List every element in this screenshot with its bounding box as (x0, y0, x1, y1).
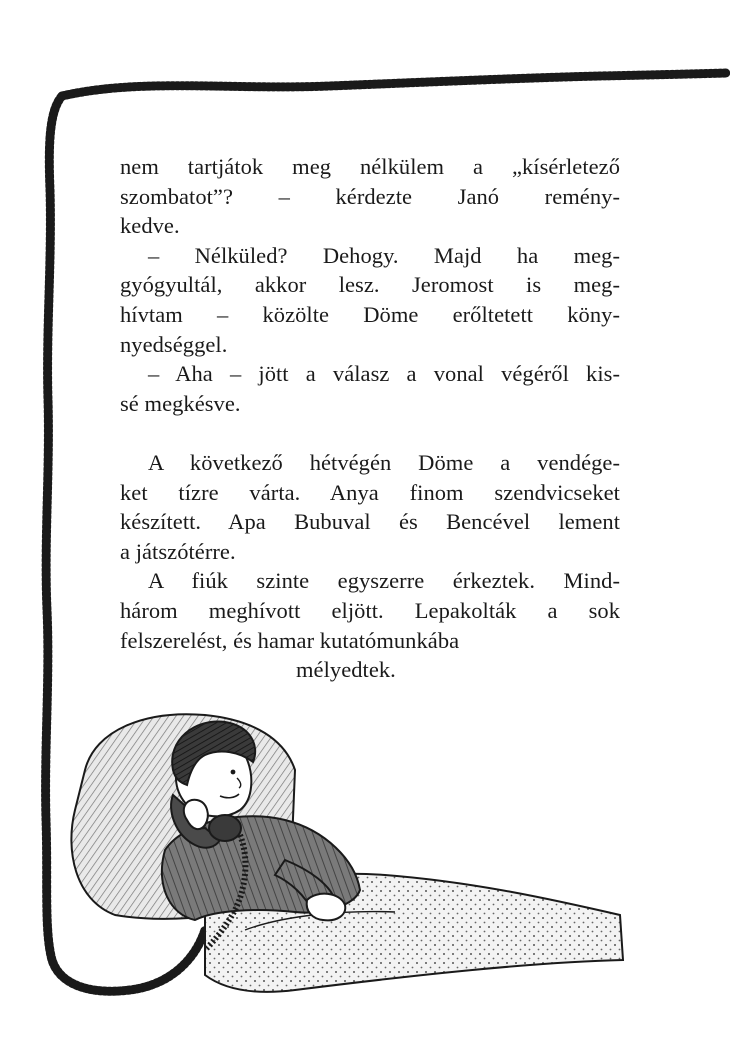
text-line: gyógyultál, akkor lesz. Jeromost is meg- (120, 272, 620, 298)
text-line: nem tartjátok meg nélkülem a „kísérletező (120, 154, 620, 179)
text-line: – Nélküled? Dehogy. Majd ha meg- (148, 242, 620, 268)
text-line: készített. Apa Bubuval és Bencével lement (120, 509, 620, 535)
boy-in-bed-on-phone-illustration (55, 700, 625, 1000)
text-line: sé megkésve. (120, 390, 241, 416)
text-line: kedve. (120, 213, 180, 239)
text-line: mélyedtek. (296, 657, 396, 683)
text-line: felszerelést, és hamar kutatómunkába (120, 627, 460, 653)
text-line: – Aha – jött a válasz a vonal végéről kis- (148, 361, 620, 387)
paragraph-gap (120, 418, 620, 448)
text-line: hívtam – közölte Döme erőltetett köny- (120, 301, 620, 327)
text-line: a játszótérre. (120, 538, 236, 564)
text-line: szombatot”? – kérdezte Janó remény- (120, 183, 620, 209)
text-line: nyedséggel. (120, 331, 228, 357)
text-line: három meghívott eljött. Lepakolták a sok (120, 597, 620, 623)
text-line: ket tízre várta. Anya finom szendvicseket (120, 479, 620, 505)
body-text (120, 152, 620, 685)
text-line: A következő hétvégén Döme a vendége- (148, 449, 620, 475)
text-line: A fiúk szinte egyszerre érkeztek. Mind- (148, 568, 620, 594)
